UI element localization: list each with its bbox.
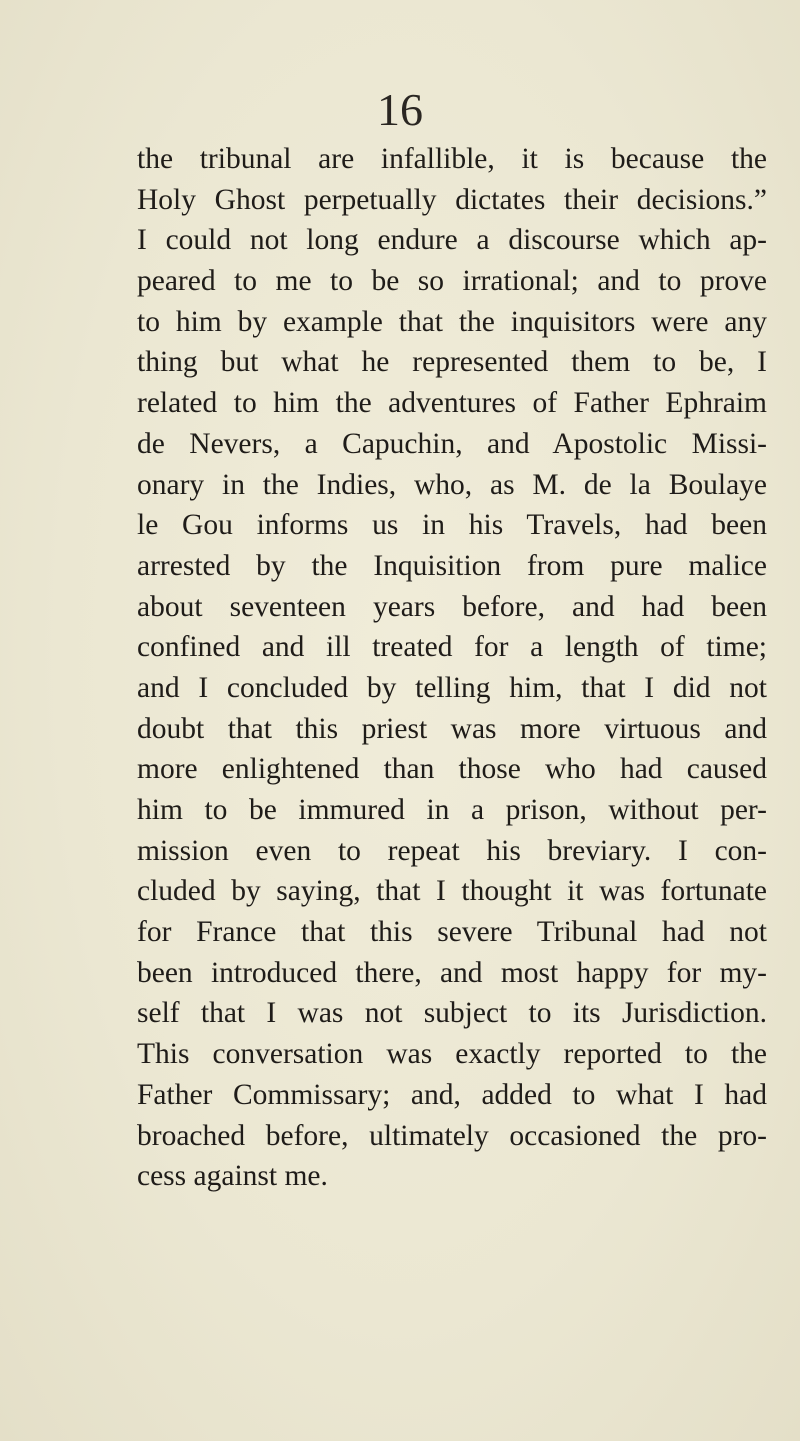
text-line: related to him the adventures of Father Ephraim	[137, 387, 767, 420]
text-line: This conversation was exactly reported to the	[137, 1038, 767, 1071]
page-number: 16	[377, 84, 423, 135]
text-line: and I concluded by telling him, that I did not	[137, 671, 767, 704]
text-line: arrested by the Inquisition from pure malice	[137, 549, 767, 582]
body-text	[137, 139, 767, 1197]
text-line: for France that this severe Tribunal had not	[137, 916, 767, 949]
text-line: about seventeen years before, and had been	[137, 590, 767, 623]
text-line: peared to me to be so irrational; and to prove	[137, 265, 767, 298]
text-line: thing but what he represented them to be, I	[137, 346, 767, 379]
text-line: Father Commissary; and, added to what I had	[137, 1078, 767, 1111]
text-line: self that I was not subject to its Jurisdiction.	[137, 997, 767, 1030]
text-line: more enlightened than those who had caused	[137, 753, 767, 786]
text-line: I could not long endure a discourse which ap-	[137, 224, 767, 257]
text-line: Holy Ghost perpetually dictates their decisions.”	[137, 183, 767, 216]
text-line: to him by example that the inquisitors were any	[137, 305, 767, 338]
text-line: the tribunal are infallible, it is because the	[137, 143, 767, 175]
text-line: mission even to repeat his breviary. I con-	[137, 834, 767, 867]
text-line: onary in the Indies, who, as M. de la Boulaye	[137, 468, 767, 501]
text-line: cess against me.	[137, 1160, 328, 1193]
text-line: de Nevers, a Capuchin, and Apostolic Missi-	[137, 427, 767, 460]
text-line: broached before, ultimately occasioned the pro-	[137, 1119, 767, 1152]
text-line: confined and ill treated for a length of time;	[137, 631, 767, 664]
text-line: doubt that this priest was more virtuous and	[137, 712, 767, 745]
text-line: cluded by saying, that I thought it was fortunate	[137, 875, 767, 908]
text-line: him to be immured in a prison, without per-	[137, 794, 767, 826]
text-line: le Gou informs us in his Travels, had been	[137, 509, 767, 542]
text-line: been introduced there, and most happy for my-	[137, 956, 767, 989]
